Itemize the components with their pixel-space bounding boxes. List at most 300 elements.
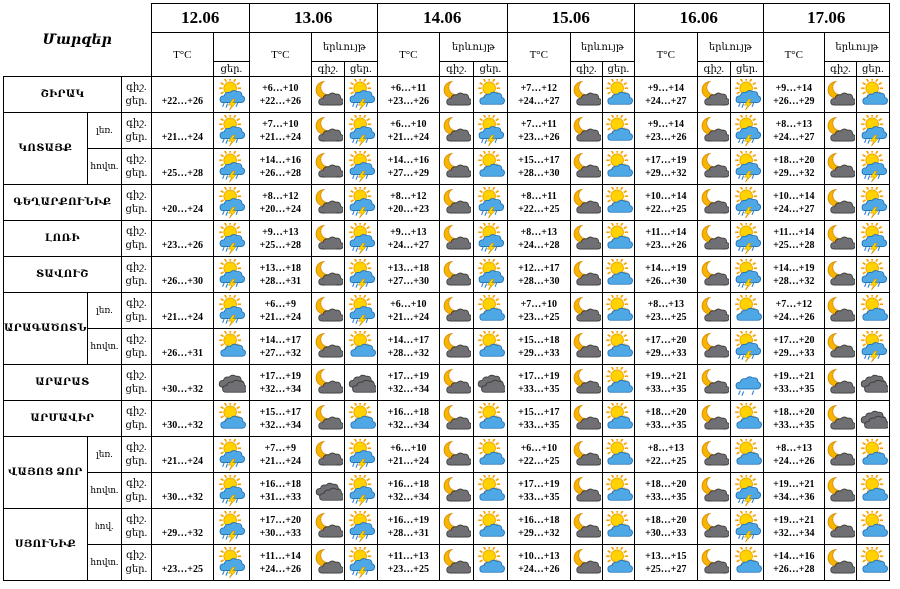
- night-label: գիշ.: [126, 261, 147, 273]
- moon-cloud-icon: [313, 295, 343, 327]
- moon-dark-cloud-icon: [313, 259, 343, 291]
- temp-cell: [634, 365, 697, 401]
- temp-day: +23…+25: [645, 311, 687, 323]
- temp-value: +25…+28: [161, 168, 203, 179]
- temp-day: +32…+34: [387, 383, 429, 395]
- sun-cloud-icon: [216, 403, 246, 435]
- sun-cloud-storm-icon: [346, 115, 376, 147]
- weather-day: [856, 329, 889, 365]
- moon-cloud-icon: [571, 439, 601, 471]
- sun-cloud-storm-icon: [732, 475, 762, 507]
- weather-day: [473, 545, 507, 581]
- temp-night: +10…+13: [518, 550, 560, 562]
- weather-day: [730, 185, 763, 221]
- weather-day: [344, 545, 377, 581]
- temp-night: +11…+14: [645, 226, 687, 238]
- weather-day: [344, 401, 377, 437]
- night-label: գիշ.: [126, 405, 147, 417]
- temp-day: +23…+26: [518, 131, 560, 143]
- weather-day: [473, 329, 507, 365]
- temp-night: +16…+18: [518, 514, 560, 526]
- temp-cell: [377, 509, 439, 545]
- temp-day: +21…+24: [387, 131, 429, 143]
- temp-night: +14…+19: [773, 262, 815, 274]
- sun-cloud-storm-icon: [732, 115, 762, 147]
- temp-night: +6…+10: [262, 82, 299, 94]
- date-13-06: 13.06: [249, 4, 377, 33]
- temp-day: +33…+35: [518, 383, 560, 395]
- weather-day: [602, 257, 634, 293]
- day-label: ցեր.: [125, 383, 148, 395]
- day-label: ցեր.: [125, 167, 148, 179]
- moon-dark-cloud-icon: [699, 187, 729, 219]
- sun-cloud-icon: [603, 115, 633, 147]
- moon-dark-cloud-icon: [313, 439, 343, 471]
- temp-day: +28…+30: [518, 167, 560, 179]
- temp-day: +28…+31: [259, 275, 301, 287]
- temp-night: +9…+14: [647, 82, 684, 94]
- temp-cell: [507, 185, 570, 221]
- day-subheader-12-06: ցեր.: [213, 62, 249, 77]
- temp-night: +8…+13: [775, 118, 812, 130]
- temp-cell: [249, 473, 311, 509]
- weather-night: [311, 257, 344, 293]
- temp-value: +21…+24: [161, 132, 203, 143]
- temp-day-12-06: [151, 185, 213, 221]
- cloud-rain-icon: [732, 367, 762, 399]
- weather-day: [473, 77, 507, 113]
- moon-cloud-icon: [571, 547, 601, 579]
- weather-day: [602, 329, 634, 365]
- weather-day: [602, 221, 634, 257]
- temp-header-15-06: T°C: [507, 33, 570, 77]
- temp-day-12-06: [151, 113, 213, 149]
- night-label: գիշ.: [126, 297, 147, 309]
- temp-day: +28…+32: [773, 275, 815, 287]
- temp-day-12-06: [151, 257, 213, 293]
- weather-header-16-06: երևույթ: [697, 33, 763, 62]
- temp-day: +21…+24: [387, 311, 429, 323]
- sun-cloud-icon: [603, 439, 633, 471]
- temp-cell: [507, 221, 570, 257]
- weather-day: [856, 401, 889, 437]
- temp-cell: [249, 113, 311, 149]
- sun-cloud-icon: [858, 547, 888, 579]
- sun-cloud-icon: [603, 475, 633, 507]
- night-subheader-16-06: գիշ.: [697, 62, 730, 77]
- temp-cell: [634, 401, 697, 437]
- date-17-06: 17.06: [763, 4, 889, 33]
- weather-night: [439, 509, 473, 545]
- temp-day: +24…+26: [773, 455, 815, 467]
- temp-night: +17…+20: [773, 334, 815, 346]
- moon-cloud-icon: [441, 79, 471, 111]
- temp-cell: [763, 473, 824, 509]
- sun-cloud-icon: [475, 331, 505, 363]
- temp-night: +15…+17: [259, 406, 301, 418]
- zone-label: հովտ.: [87, 149, 121, 185]
- temp-night: +14…+16: [387, 154, 429, 166]
- temp-cell: [377, 365, 439, 401]
- moon-cloud-icon: [825, 367, 855, 399]
- moon-dark-cloud-icon: [699, 547, 729, 579]
- moon-cloud-icon: [313, 367, 343, 399]
- temp-day: +26…+28: [259, 167, 301, 179]
- temp-day: +23…+26: [645, 239, 687, 251]
- weather-night: [697, 77, 730, 113]
- moon-dark-cloud-icon: [699, 79, 729, 111]
- weather-day: [602, 113, 634, 149]
- zone-label: լեռ.: [87, 293, 121, 329]
- weather-day: [856, 293, 889, 329]
- weather-header-13-06: երևույթ: [311, 33, 377, 62]
- region-name: ԳԵՂԱՐՔՈՒՆԻՔ: [4, 185, 122, 221]
- weather-night: [439, 257, 473, 293]
- table-row: [4, 401, 890, 437]
- temp-day: +26…+30: [645, 275, 687, 287]
- moon-cloud-icon: [571, 331, 601, 363]
- temp-cell: [507, 257, 570, 293]
- weather-day: [856, 77, 889, 113]
- temp-day: +32…+34: [387, 419, 429, 431]
- date-14-06: 14.06: [377, 4, 507, 33]
- temp-night: +7…+9: [264, 442, 296, 454]
- weather-night: [697, 545, 730, 581]
- table-row: [4, 329, 890, 365]
- moon-cloud-icon: [825, 331, 855, 363]
- weather-day: [602, 149, 634, 185]
- weather-day: [856, 257, 889, 293]
- date-12-06: 12.06: [151, 4, 249, 33]
- temp-night: +11…+13: [387, 550, 429, 562]
- temp-day: +28…+30: [518, 275, 560, 287]
- weather-day-12-06: [213, 221, 249, 257]
- sun-cloud-icon: [732, 439, 762, 471]
- zone-label: լեռ.: [87, 113, 121, 149]
- moon-cloud-icon: [441, 367, 471, 399]
- sun-cloud-storm-icon: [216, 475, 246, 507]
- weather-day: [856, 437, 889, 473]
- temp-day: +23…+26: [387, 95, 429, 107]
- temp-day: +24…+26: [259, 563, 301, 575]
- day-label: ցեր.: [125, 527, 148, 539]
- temp-day: +23…+26: [645, 131, 687, 143]
- temp-value: +26…+31: [161, 348, 203, 359]
- night-day-label: [121, 257, 151, 293]
- moon-dark-cloud-icon: [699, 403, 729, 435]
- weather-day: [344, 221, 377, 257]
- moon-dark-cloud-icon: [313, 115, 343, 147]
- sun-cloud-icon: [603, 511, 633, 543]
- day-label: ցեր.: [125, 131, 148, 143]
- moon-cloud-icon: [825, 151, 855, 183]
- moon-cloud-icon: [571, 79, 601, 111]
- weather-day: [344, 257, 377, 293]
- temp-day: +22…+26: [259, 95, 301, 107]
- weather-day-12-06: [213, 113, 249, 149]
- temp-cell: [507, 329, 570, 365]
- table-row: [4, 509, 890, 545]
- temp-cell: [763, 509, 824, 545]
- weather-night: [570, 437, 602, 473]
- temp-cell: [249, 365, 311, 401]
- sun-cloud-storm-icon: [346, 439, 376, 471]
- moon-cloud-icon: [825, 439, 855, 471]
- temp-cell: [249, 545, 311, 581]
- sun-cloud-icon: [216, 331, 246, 363]
- day-subheader-16-06: ցեր.: [730, 62, 763, 77]
- weather-day-12-06: [213, 473, 249, 509]
- weather-night: [311, 293, 344, 329]
- temp-value: +20…+24: [161, 204, 203, 215]
- weather-day: [730, 365, 763, 401]
- moon-cloud-icon: [441, 295, 471, 327]
- day-label: ցեր.: [125, 95, 148, 107]
- night-label: գիշ.: [126, 369, 147, 381]
- day-subheader-17-06: ցեր.: [856, 62, 889, 77]
- temp-day: +33…+35: [645, 383, 687, 395]
- weather-day: [730, 149, 763, 185]
- temp-day: +24…+27: [387, 239, 429, 251]
- temp-cell: [507, 149, 570, 185]
- temp-day: +27…+30: [387, 275, 429, 287]
- sun-cloud-icon: [858, 511, 888, 543]
- night-day-label: [121, 473, 151, 509]
- temp-day: +21…+24: [259, 455, 301, 467]
- weather-night: [824, 293, 856, 329]
- day-label: ցեր.: [125, 419, 148, 431]
- weather-night: [311, 365, 344, 401]
- temp-value: +23…+26: [161, 240, 203, 251]
- moon-cloud-icon: [441, 547, 471, 579]
- weather-day: [856, 149, 889, 185]
- sun-cloud-icon: [603, 187, 633, 219]
- moon-cloud-icon: [441, 511, 471, 543]
- moon-cloud-icon: [825, 223, 855, 255]
- moon-dark-cloud-icon: [313, 151, 343, 183]
- temp-day: +28…+31: [387, 527, 429, 539]
- temp-day: +29…+33: [773, 347, 815, 359]
- temp-night: +9…+13: [262, 226, 299, 238]
- temp-night: +7…+12: [775, 298, 812, 310]
- sun-cloud-storm-icon: [346, 259, 376, 291]
- weather-header-12-06: [213, 33, 249, 62]
- weather-day-12-06: [213, 365, 249, 401]
- temp-day: +28…+32: [387, 347, 429, 359]
- weather-day-12-06: [213, 509, 249, 545]
- weather-day: [344, 329, 377, 365]
- temp-night: +19…+21: [645, 370, 687, 382]
- moon-cloud-icon: [571, 115, 601, 147]
- temp-day: +33…+35: [518, 419, 560, 431]
- dark-cloud-icon: [475, 367, 505, 399]
- weather-day-12-06: [213, 545, 249, 581]
- temp-cell: [507, 365, 570, 401]
- weather-night: [824, 509, 856, 545]
- sun-cloud-icon: [858, 295, 888, 327]
- weather-night: [570, 545, 602, 581]
- moon-cloud-icon: [825, 403, 855, 435]
- weather-night: [570, 365, 602, 401]
- night-label: գիշ.: [126, 549, 147, 561]
- day-subheader-13-06: ցեր.: [344, 62, 377, 77]
- weather-day-12-06: [213, 293, 249, 329]
- temp-cell: [249, 329, 311, 365]
- weather-day: [856, 473, 889, 509]
- moon-cloud-icon: [825, 511, 855, 543]
- weather-night: [824, 113, 856, 149]
- weather-day: [730, 329, 763, 365]
- temp-cell: [377, 257, 439, 293]
- temp-night: +9…+13: [390, 226, 427, 238]
- weather-night: [439, 77, 473, 113]
- weather-day-12-06: [213, 329, 249, 365]
- weather-night: [697, 113, 730, 149]
- temp-cell: [634, 221, 697, 257]
- forecast-sheet: [3, 3, 890, 581]
- temp-cell: [763, 149, 824, 185]
- weather-night: [311, 509, 344, 545]
- moon-cloud-icon: [441, 439, 471, 471]
- sun-cloud-icon: [603, 259, 633, 291]
- temp-night: +8…+13: [647, 442, 684, 454]
- weather-night: [824, 221, 856, 257]
- temp-day: +27…+29: [387, 167, 429, 179]
- moon-cloud-icon: [571, 223, 601, 255]
- weather-day-12-06: [213, 401, 249, 437]
- moon-dark-cloud-icon: [699, 151, 729, 183]
- weather-day: [473, 257, 507, 293]
- weather-night: [824, 437, 856, 473]
- sun-cloud-storm-icon: [858, 187, 888, 219]
- weather-night: [439, 473, 473, 509]
- temp-night: +19…+21: [773, 370, 815, 382]
- moon-cloud-icon: [571, 403, 601, 435]
- sun-cloud-icon: [603, 331, 633, 363]
- temp-cell: [634, 113, 697, 149]
- temp-cell: [377, 113, 439, 149]
- sun-cloud-icon: [475, 475, 505, 507]
- temp-day: +22…+25: [645, 203, 687, 215]
- temp-day-12-06: [151, 473, 213, 509]
- temp-header-13-06: T°C: [249, 33, 311, 77]
- weather-day: [730, 401, 763, 437]
- temp-night: +18…+20: [645, 406, 687, 418]
- temp-day: +21…+24: [259, 131, 301, 143]
- weather-night: [311, 221, 344, 257]
- temp-day: +25…+27: [645, 563, 687, 575]
- temp-night: +9…+14: [775, 82, 812, 94]
- dark-cloud-icon: [313, 475, 343, 507]
- temp-night: +19…+21: [773, 478, 815, 490]
- temp-cell: [249, 77, 311, 113]
- day-label: ցեր.: [125, 347, 148, 359]
- weather-day: [856, 221, 889, 257]
- temp-header-12-06: T°C: [151, 33, 213, 77]
- day-subheader-14-06: ցեր.: [473, 62, 507, 77]
- temp-day: +25…+28: [259, 239, 301, 251]
- temp-night: +7…+12: [520, 82, 557, 94]
- temp-night: +14…+19: [645, 262, 687, 274]
- temp-night: +6…+11: [390, 82, 427, 94]
- temp-day-12-06: [151, 77, 213, 113]
- temp-day-12-06: [151, 293, 213, 329]
- temp-cell: [249, 257, 311, 293]
- weather-day: [602, 293, 634, 329]
- weather-day: [602, 401, 634, 437]
- temp-cell: [377, 293, 439, 329]
- moon-cloud-icon: [571, 187, 601, 219]
- weather-day: [473, 221, 507, 257]
- temp-day: +24…+26: [773, 311, 815, 323]
- sun-cloud-icon: [732, 295, 762, 327]
- weather-day: [602, 365, 634, 401]
- weather-night: [439, 149, 473, 185]
- weather-night: [697, 401, 730, 437]
- temp-cell: [377, 473, 439, 509]
- sun-cloud-icon: [475, 511, 505, 543]
- moon-cloud-icon: [825, 259, 855, 291]
- weather-night: [697, 473, 730, 509]
- temp-night: +10…+14: [645, 190, 687, 202]
- weather-night: [824, 473, 856, 509]
- sun-cloud-storm-icon: [346, 295, 376, 327]
- temp-day: +22…+25: [518, 203, 560, 215]
- temp-day: +20…+23: [387, 203, 429, 215]
- weather-day: [344, 113, 377, 149]
- sun-cloud-storm-icon: [346, 475, 376, 507]
- temp-cell: [377, 149, 439, 185]
- weather-day: [473, 473, 507, 509]
- temp-cell: [763, 221, 824, 257]
- moon-cloud-icon: [313, 547, 343, 579]
- temp-cell: [763, 77, 824, 113]
- weather-day: [473, 113, 507, 149]
- weather-day: [730, 113, 763, 149]
- moon-cloud-icon: [313, 403, 343, 435]
- temp-value: +29…+32: [161, 528, 203, 539]
- temp-night: +13…+15: [645, 550, 687, 562]
- temp-day: +23…+25: [387, 563, 429, 575]
- weather-day: [344, 473, 377, 509]
- day-label: ցեր.: [125, 239, 148, 251]
- temp-night: +13…+18: [387, 262, 429, 274]
- temp-day: +33…+35: [773, 419, 815, 431]
- weather-day: [730, 221, 763, 257]
- temp-cell: [249, 293, 311, 329]
- temp-day: +25…+28: [773, 239, 815, 251]
- weather-day: [473, 293, 507, 329]
- table-row: [4, 257, 890, 293]
- temp-night: +7…+10: [520, 298, 557, 310]
- temp-cell: [377, 401, 439, 437]
- region-column-header: [4, 4, 152, 77]
- weather-day-12-06: [213, 77, 249, 113]
- sun-cloud-storm-icon: [346, 79, 376, 111]
- temp-value: +30…+32: [161, 384, 203, 395]
- temp-cell: [507, 293, 570, 329]
- temp-cell: [377, 77, 439, 113]
- sun-cloud-icon: [475, 439, 505, 471]
- sun-cloud-icon: [603, 295, 633, 327]
- temp-night: +7…+11: [520, 118, 557, 130]
- temp-night: +17…+19: [518, 478, 560, 490]
- weather-night: [311, 545, 344, 581]
- moon-cloud-icon: [313, 331, 343, 363]
- sun-cloud-storm-icon: [732, 259, 762, 291]
- sun-cloud-storm-icon: [216, 547, 246, 579]
- sun-cloud-storm-icon: [216, 511, 246, 543]
